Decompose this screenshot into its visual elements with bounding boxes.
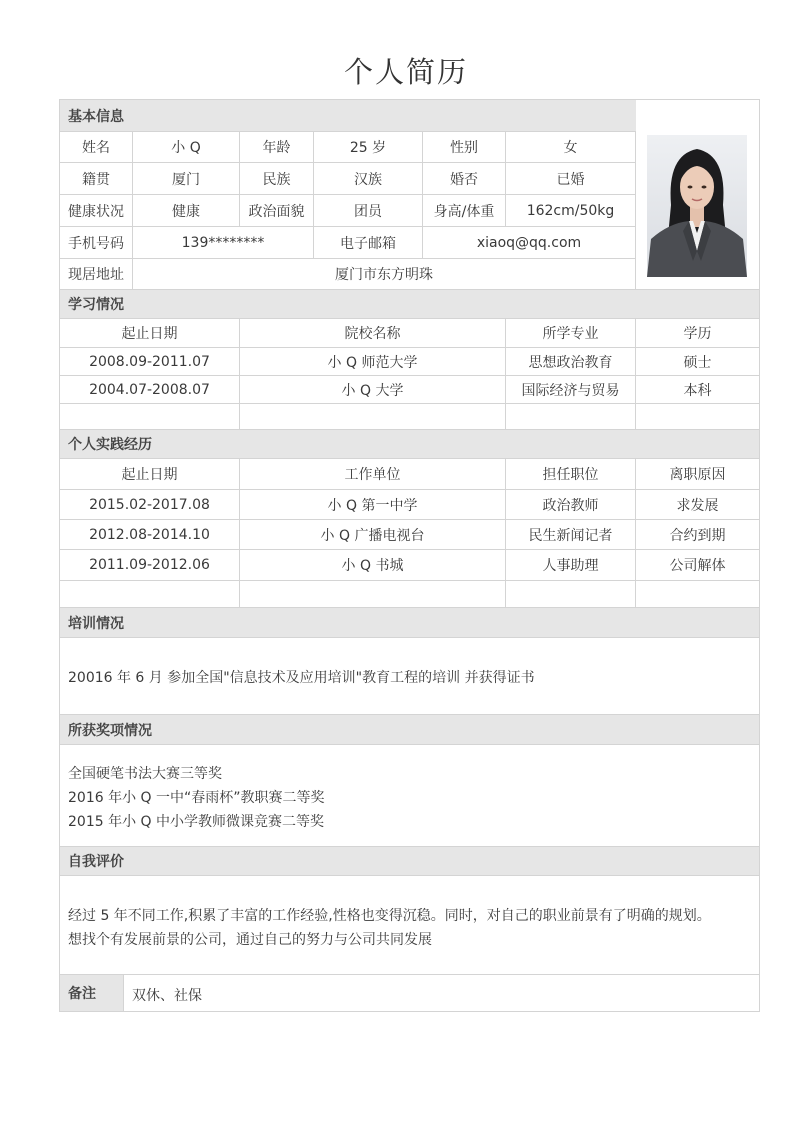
gender-label: 性别 xyxy=(423,132,506,163)
hometown-label: 籍贯 xyxy=(60,163,133,195)
section-header-education: 学习情况 xyxy=(60,290,759,319)
marital-label: 婚否 xyxy=(423,163,506,195)
self-evaluation-block xyxy=(60,876,759,975)
address-value: 厦门市东方明珠 xyxy=(133,259,636,290)
political-label: 政治面貌 xyxy=(240,195,314,227)
section-header-awards: 所获奖项情况 xyxy=(60,715,759,745)
height-weight-value: 162cm/50kg xyxy=(506,195,636,227)
table-cell: 小 Q 师范大学 xyxy=(240,348,506,376)
age-label: 年龄 xyxy=(240,132,314,163)
column-header: 起止日期 xyxy=(60,319,240,348)
table-cell xyxy=(240,404,506,430)
remarks-text: 双休、社保 xyxy=(132,988,202,1004)
table-cell: 小 Q 书城 xyxy=(240,550,506,581)
column-header: 离职原因 xyxy=(636,459,759,490)
table-cell: 硕士 xyxy=(636,348,759,376)
table-cell: 2004.07-2008.07 xyxy=(60,376,240,404)
award-item: 2016 年小 Q 一中“春雨杯”教职赛二等奖 xyxy=(68,790,325,806)
gender-value: 女 xyxy=(506,132,636,163)
table-cell xyxy=(60,581,240,608)
column-header: 起止日期 xyxy=(60,459,240,490)
table-cell: 思想政治教育 xyxy=(506,348,636,376)
section-header-practice: 个人实践经历 xyxy=(60,430,759,459)
award-item: 全国硬笔书法大赛三等奖 xyxy=(68,766,222,782)
award-item: 2015 年小 Q 中小学教师微课竞赛二等奖 xyxy=(68,814,324,830)
table-cell xyxy=(636,581,759,608)
table-cell: 2008.09-2011.07 xyxy=(60,348,240,376)
table-cell: 本科 xyxy=(636,376,759,404)
age-value: 25 岁 xyxy=(314,132,423,163)
phone-value: 139******** xyxy=(133,227,314,259)
resume-sheet xyxy=(59,99,760,1012)
profile-photo xyxy=(647,135,747,277)
table-cell: 民生新闻记者 xyxy=(506,520,636,550)
column-header: 学历 xyxy=(636,319,759,348)
column-header: 所学专业 xyxy=(506,319,636,348)
table-cell: 2012.08-2014.10 xyxy=(60,520,240,550)
section-header-self: 自我评价 xyxy=(60,847,759,876)
table-cell xyxy=(60,404,240,430)
email-value: xiaoq@qq.com xyxy=(423,227,636,259)
table-cell: 小 Q 第一中学 xyxy=(240,490,506,520)
email-label: 电子邮箱 xyxy=(314,227,423,259)
ethnicity-label: 民族 xyxy=(240,163,314,195)
table-cell xyxy=(506,581,636,608)
remarks-block xyxy=(124,975,759,1011)
hometown-value: 厦门 xyxy=(133,163,240,195)
phone-label: 手机号码 xyxy=(60,227,133,259)
table-cell: 2011.09-2012.06 xyxy=(60,550,240,581)
self-evaluation-line: 经过 5 年不同工作,积累了丰富的工作经验,性格也变得沉稳。同时，对自己的职业前景有了明确的规划。 xyxy=(68,908,711,924)
photo-cell xyxy=(636,100,759,290)
table-cell: 2015.02-2017.08 xyxy=(60,490,240,520)
name-label: 姓名 xyxy=(60,132,133,163)
training-text: 20016 年 6 月 参加全国"信息技术及应用培训"教育工程的培训 并获得证书 xyxy=(68,670,535,686)
ethnicity-value: 汉族 xyxy=(314,163,423,195)
height-weight-label: 身高/体重 xyxy=(423,195,506,227)
section-header-training: 培训情况 xyxy=(60,608,759,638)
column-header: 院校名称 xyxy=(240,319,506,348)
column-header: 工作单位 xyxy=(240,459,506,490)
address-label: 现居地址 xyxy=(60,259,133,290)
table-cell: 人事助理 xyxy=(506,550,636,581)
remarks-label: 备注 xyxy=(60,975,124,1011)
table-cell xyxy=(506,404,636,430)
marital-value: 已婚 xyxy=(506,163,636,195)
table-cell: 小 Q 广播电视台 xyxy=(240,520,506,550)
health-value: 健康 xyxy=(133,195,240,227)
table-cell xyxy=(240,581,506,608)
table-cell xyxy=(636,404,759,430)
political-value: 团员 xyxy=(314,195,423,227)
table-cell: 国际经济与贸易 xyxy=(506,376,636,404)
awards-block xyxy=(60,745,759,847)
training-block xyxy=(60,638,759,715)
table-cell: 小 Q 大学 xyxy=(240,376,506,404)
table-cell: 政治教师 xyxy=(506,490,636,520)
section-header-basic: 基本信息 xyxy=(60,100,636,132)
self-evaluation-line: 想找个有发展前景的公司，通过自己的努力与公司共同发展 xyxy=(68,932,432,948)
column-header: 担任职位 xyxy=(506,459,636,490)
resume-title: 个人简历 xyxy=(343,55,468,89)
name-value: 小 Q xyxy=(133,132,240,163)
table-cell: 求发展 xyxy=(636,490,759,520)
table-cell: 合约到期 xyxy=(636,520,759,550)
table-cell: 公司解体 xyxy=(636,550,759,581)
health-label: 健康状况 xyxy=(60,195,133,227)
